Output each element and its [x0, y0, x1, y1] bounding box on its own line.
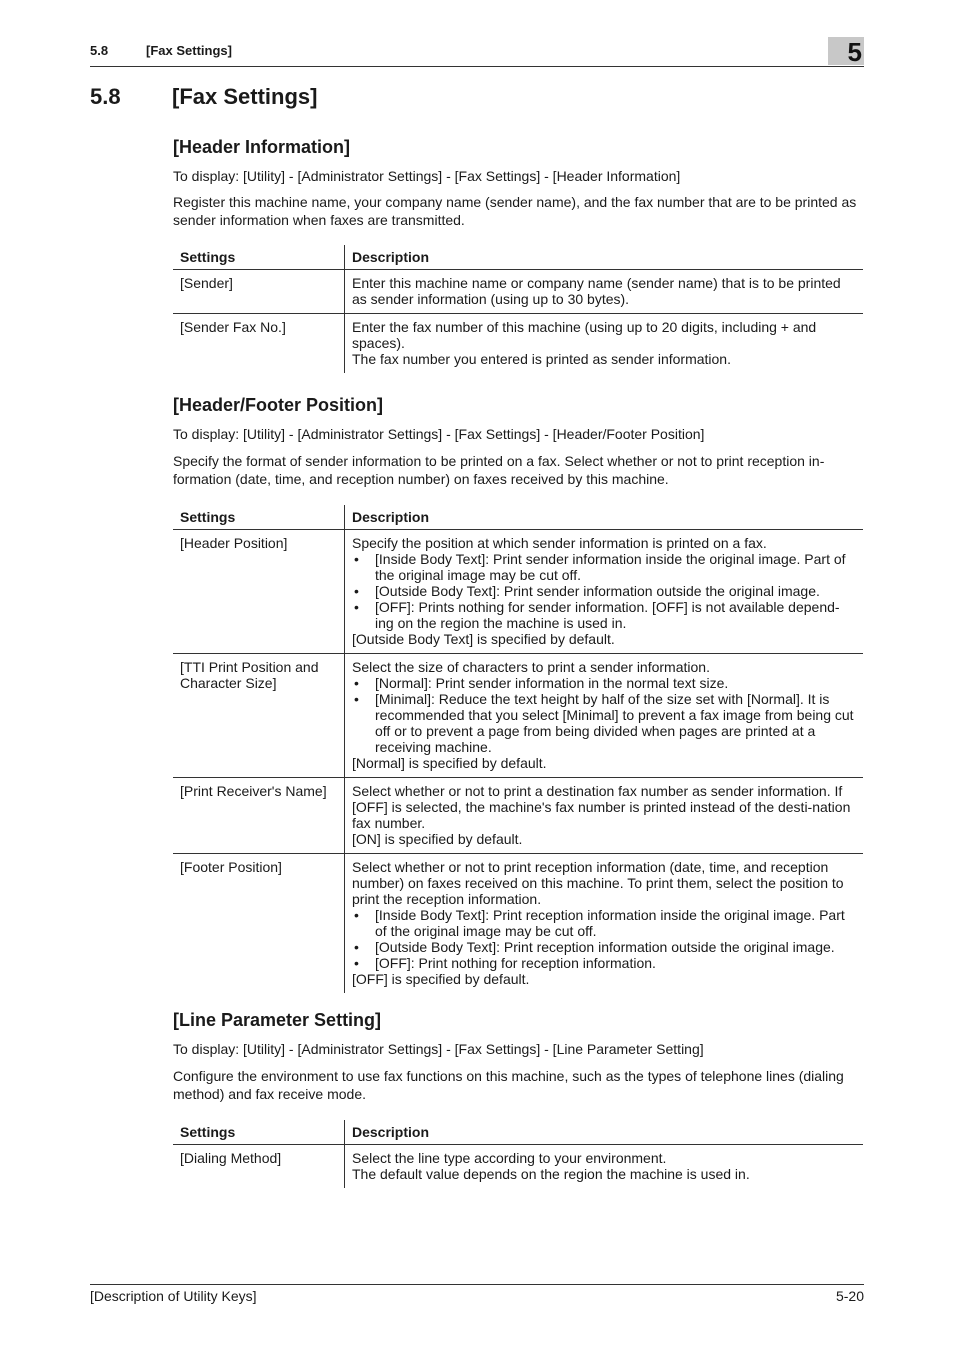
- option-list: [352, 551, 856, 631]
- setting-name: [Sender]: [173, 270, 345, 314]
- section-intro: Specify the format of sender information to be printed on a fax. Select whether or not to print reception in-formation (date, time, and reception number) on faxes received by this machine.: [173, 453, 825, 487]
- description-line: Enter the fax number of this machine (using up to 20 digits, including + and spaces).: [352, 319, 817, 351]
- default-note: [Normal] is specified by default.: [352, 755, 547, 771]
- table-row: [173, 314, 863, 374]
- table-row: [173, 654, 863, 778]
- setting-name: [Dialing Method]: [173, 1145, 345, 1189]
- display-path: To display: [Utility] - [Administrator Settings] - [Fax Settings] - [Header Information]: [173, 168, 681, 184]
- description-line: The default value depends on the region the machine is used in.: [352, 1166, 750, 1182]
- default-note: [ON] is specified by default.: [352, 831, 523, 847]
- settings-table: [173, 1120, 863, 1188]
- column-header-settings: Settings: [173, 1120, 345, 1145]
- description-lead: Select whether or not to print reception information (date, time, and reception number) on faxes received on this machine. To print them, select the position to print the reception information.: [352, 859, 844, 907]
- setting-name: [Print Receiver's Name]: [173, 778, 345, 854]
- description-lead: Select the size of characters to print a sender information.: [352, 659, 710, 675]
- running-header-section-title: [Fax Settings]: [146, 43, 232, 58]
- setting-description: [345, 778, 864, 854]
- table-header-row: [173, 505, 863, 530]
- page-footer: [90, 1284, 864, 1304]
- setting-description: [345, 270, 864, 314]
- setting-description: [345, 314, 864, 374]
- list-item: • [Inside Body Text]: Print reception information inside the original image. Part of the original image may be cut off.: [352, 907, 856, 939]
- chapter-number-badge: 5: [828, 37, 864, 65]
- default-note: [Outside Body Text] is specified by default.: [352, 631, 615, 647]
- page-title-text: [Fax Settings]: [172, 84, 318, 109]
- description-line: Select the line type according to your environment.: [352, 1150, 667, 1166]
- default-note: [OFF] is specified by default.: [352, 971, 530, 987]
- description-lead: Select whether or not to print a destination fax number as sender information. If [OFF] is selected, the machine's fax number is printed instead of the desti-nation fax number.: [352, 783, 851, 831]
- display-path: To display: [Utility] - [Administrator Settings] - [Fax Settings] - [Line Parameter Setting]: [173, 1041, 704, 1057]
- display-path: To display: [Utility] - [Administrator Settings] - [Fax Settings] - [Header/Footer Position]: [173, 426, 705, 442]
- setting-description: [345, 1145, 864, 1189]
- setting-name: [Sender Fax No.]: [173, 314, 345, 374]
- section-intro: Configure the environment to use fax functions on this machine, such as the types of telephone lines (dialing method) and fax receive mode.: [173, 1068, 844, 1102]
- list-item: • [Outside Body Text]: Print sender information outside the original image.: [352, 583, 856, 599]
- settings-table: [173, 505, 863, 993]
- footer-chapter-title: [Description of Utility Keys]: [90, 1288, 257, 1304]
- section-header-footer-position: [173, 395, 863, 993]
- list-item: • [Outside Body Text]: Print reception information outside the original image.: [352, 939, 856, 955]
- setting-description: [345, 854, 864, 994]
- option-list: [352, 675, 856, 755]
- page-title-number: 5.8: [90, 84, 121, 109]
- table-row: [173, 854, 863, 994]
- column-header-settings: Settings: [173, 245, 345, 270]
- table-row: [173, 1145, 863, 1189]
- page-title: [90, 84, 317, 110]
- column-header-description: Description: [345, 245, 864, 270]
- setting-description: [345, 530, 864, 654]
- column-header-settings: Settings: [173, 505, 345, 530]
- column-header-description: Description: [345, 505, 864, 530]
- setting-name: [TTI Print Position and Character Size]: [173, 654, 345, 778]
- list-item: • [Inside Body Text]: Print sender information inside the original image. Part of the original image may be cut off.: [352, 551, 856, 583]
- table-header-row: [173, 245, 863, 270]
- section-intro: Register this machine name, your company name (sender name), and the fax number that are to be printed as sender information when faxes are transmitted.: [173, 194, 857, 228]
- table-row: [173, 530, 863, 654]
- page-number: 5-20: [835, 1288, 864, 1304]
- list-item: • [Normal]: Print sender information in the normal text size.: [352, 675, 856, 691]
- description-lead: Specify the position at which sender information is printed on a fax.: [352, 535, 767, 551]
- section-title: [Header Information]: [173, 137, 351, 157]
- list-item: • [OFF]: Print nothing for reception information.: [352, 955, 856, 971]
- option-list: [352, 907, 856, 971]
- running-header: [90, 37, 864, 67]
- section-line-parameter-setting: [173, 1010, 863, 1188]
- section-title: [Line Parameter Setting]: [173, 1010, 382, 1030]
- running-header-section-number: 5.8: [90, 43, 109, 58]
- description-line: The fax number you entered is printed as sender information.: [352, 351, 731, 367]
- list-item: • [OFF]: Prints nothing for sender information. [OFF] is not available depend-ing on the region the machine is used in.: [352, 599, 856, 631]
- table-row: [173, 778, 863, 854]
- description-line: Enter this machine name or company name (sender name) that is to be printed as sender information (using up to 30 bytes).: [352, 275, 841, 307]
- setting-name: [Header Position]: [173, 530, 345, 654]
- setting-name: [Footer Position]: [173, 854, 345, 994]
- settings-table: [173, 245, 863, 373]
- section-header-information: [173, 137, 863, 373]
- setting-description: [345, 654, 864, 778]
- table-header-row: [173, 1120, 863, 1145]
- table-row: [173, 270, 863, 314]
- column-header-description: Description: [345, 1120, 864, 1145]
- list-item: • [Minimal]: Reduce the text height by half of the size set with [Normal]. It is recommended that you select [Minimal] to prevent a fax image from being cut off or to prevent a page from being divided when pages are printed at a receiving machine.: [352, 691, 856, 755]
- section-title: [Header/Footer Position]: [173, 395, 384, 415]
